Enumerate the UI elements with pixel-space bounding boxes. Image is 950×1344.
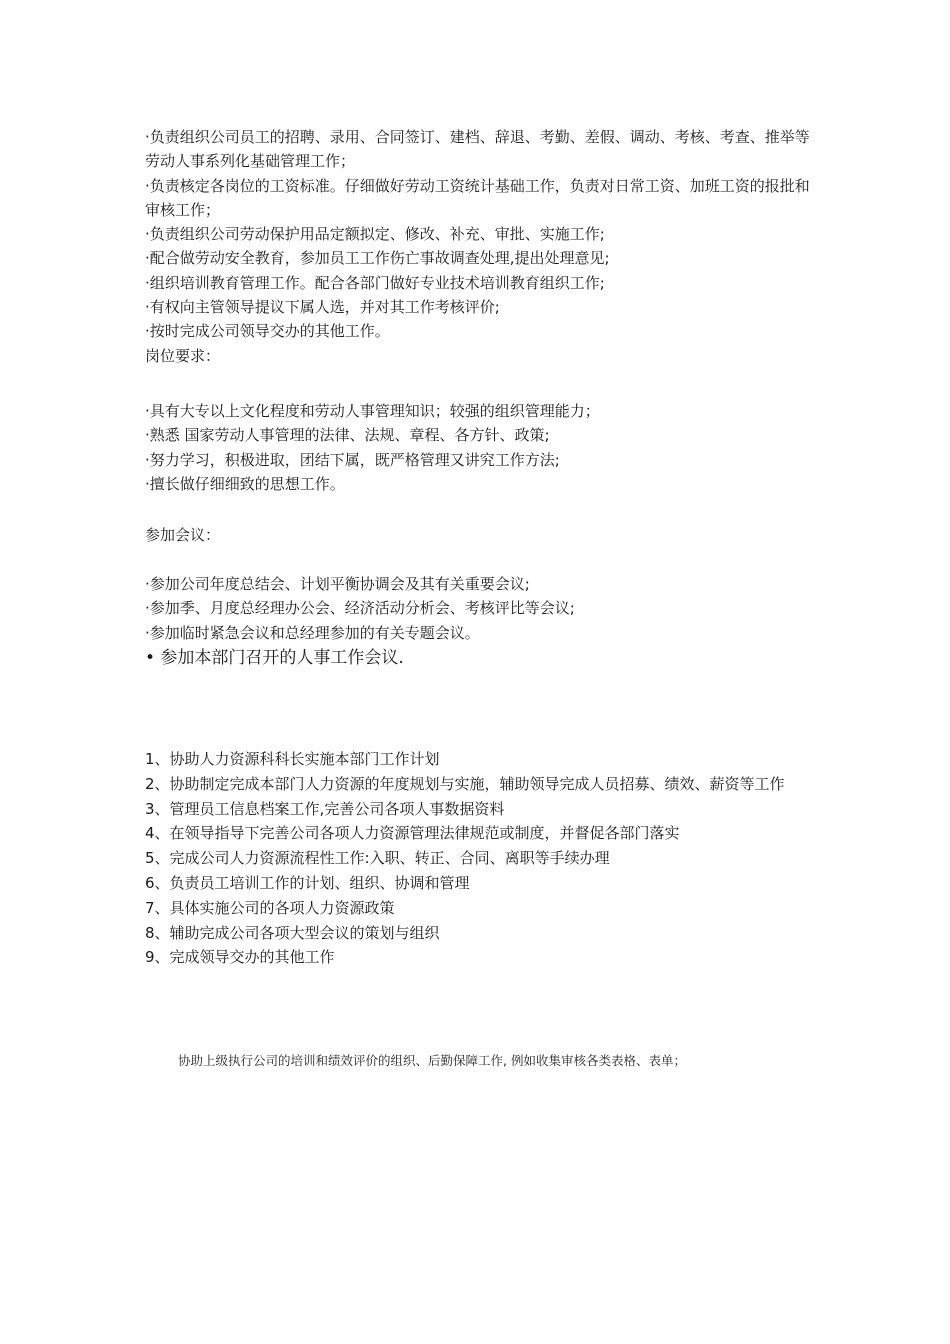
- footer-note: 协助上级执行公司的培训和绩效评价的组织、后勤保障工作, 例如收集审核各类表格、表单；: [178, 1053, 686, 1068]
- numbered-item: 3、管理员工信息档案工作,完善公司各项人事数据资料: [145, 799, 505, 818]
- duty-item: ·有权向主管领导提议下属人选，并对其工作考核评价;: [145, 298, 500, 317]
- numbered-item: 1、协助人力资源科科长实施本部门工作计划: [145, 750, 440, 768]
- duty-item: ·配合做劳动安全教育，参加员工工作伤亡事故调查处理,提出处理意见;: [145, 249, 610, 268]
- duty-item: ·组织培训教育管理工作。配合各部门做好专业技术培训教育组织工作;: [145, 273, 605, 292]
- duties-list: [145, 125, 810, 368]
- duty-item: ·按时完成公司领导交办的其他工作。: [145, 322, 390, 341]
- meeting-item-last: • 参加本部门召开的人事工作会议.: [145, 647, 404, 668]
- duty-item: ·负责组织公司劳动保护用品定额拟定、修改、补充、审批、实施工作;: [145, 225, 605, 244]
- requirement-item: ·擅长做仔细细致的思想工作。: [145, 474, 345, 493]
- meeting-item: ·参加临时紧急会议和总经理参加的有关专题会议。: [145, 623, 480, 642]
- numbered-list: [145, 747, 805, 970]
- numbered-item: 6、负责员工培训工作的计划、组织、协调和管理: [145, 873, 470, 892]
- duty-item: ·负责组织公司员工的招聘、录用、合同签订、建档、辞退、考勤、差假、调动、考核、考查、推举等劳动人事系列化基础管理工作；: [145, 128, 810, 171]
- numbered-item: 7、具体实施公司的各项人力资源政策: [145, 898, 395, 917]
- meetings-list: [145, 572, 810, 671]
- meetings-section: [145, 523, 810, 547]
- numbered-item: 4、在领导指导下完善公司各项人力资源管理法律规范或制度，并督促各部门落实: [145, 824, 680, 843]
- numbered-item: 5、完成公司人力资源流程性工作:入职、转正、合同、离职等手续办理: [145, 849, 610, 868]
- requirement-item: ·熟悉 国家劳动人事管理的法律、法规、章程、各方针、政策;: [145, 426, 550, 445]
- duty-item: ·负责核定各岗位的工资标准。仔细做好劳动工资统计基础工作，负责对日常工资、加班工资的报批和审核工作；: [145, 176, 810, 219]
- requirements-heading: 岗位要求：: [145, 346, 221, 365]
- meeting-item: ·参加公司年度总结会、计划平衡协调会及其有关重要会议;: [145, 575, 530, 593]
- meeting-item: ·参加季、月度总经理办公会、经济活动分析会、考核评比等会议;: [145, 599, 575, 618]
- numbered-item-last: 9、完成领导交办的其他工作: [145, 948, 335, 967]
- numbered-item: 2、协助制定完成本部门人力资源的年度规划与实施，辅助领导完成人员招募、绩效、薪资等工作: [145, 774, 785, 793]
- meetings-heading: 参加会议：: [145, 526, 221, 544]
- numbered-item: 8、辅助完成公司各项大型会议的策划与组织: [145, 923, 440, 942]
- requirements-list: [145, 399, 810, 496]
- requirement-item: ·具有大专以上文化程度和劳动人事管理知识；较强的组织管理能力；: [145, 402, 600, 420]
- requirement-item: ·努力学习，积极进取，团结下属，既严格管理又讲究工作方法;: [145, 450, 560, 469]
